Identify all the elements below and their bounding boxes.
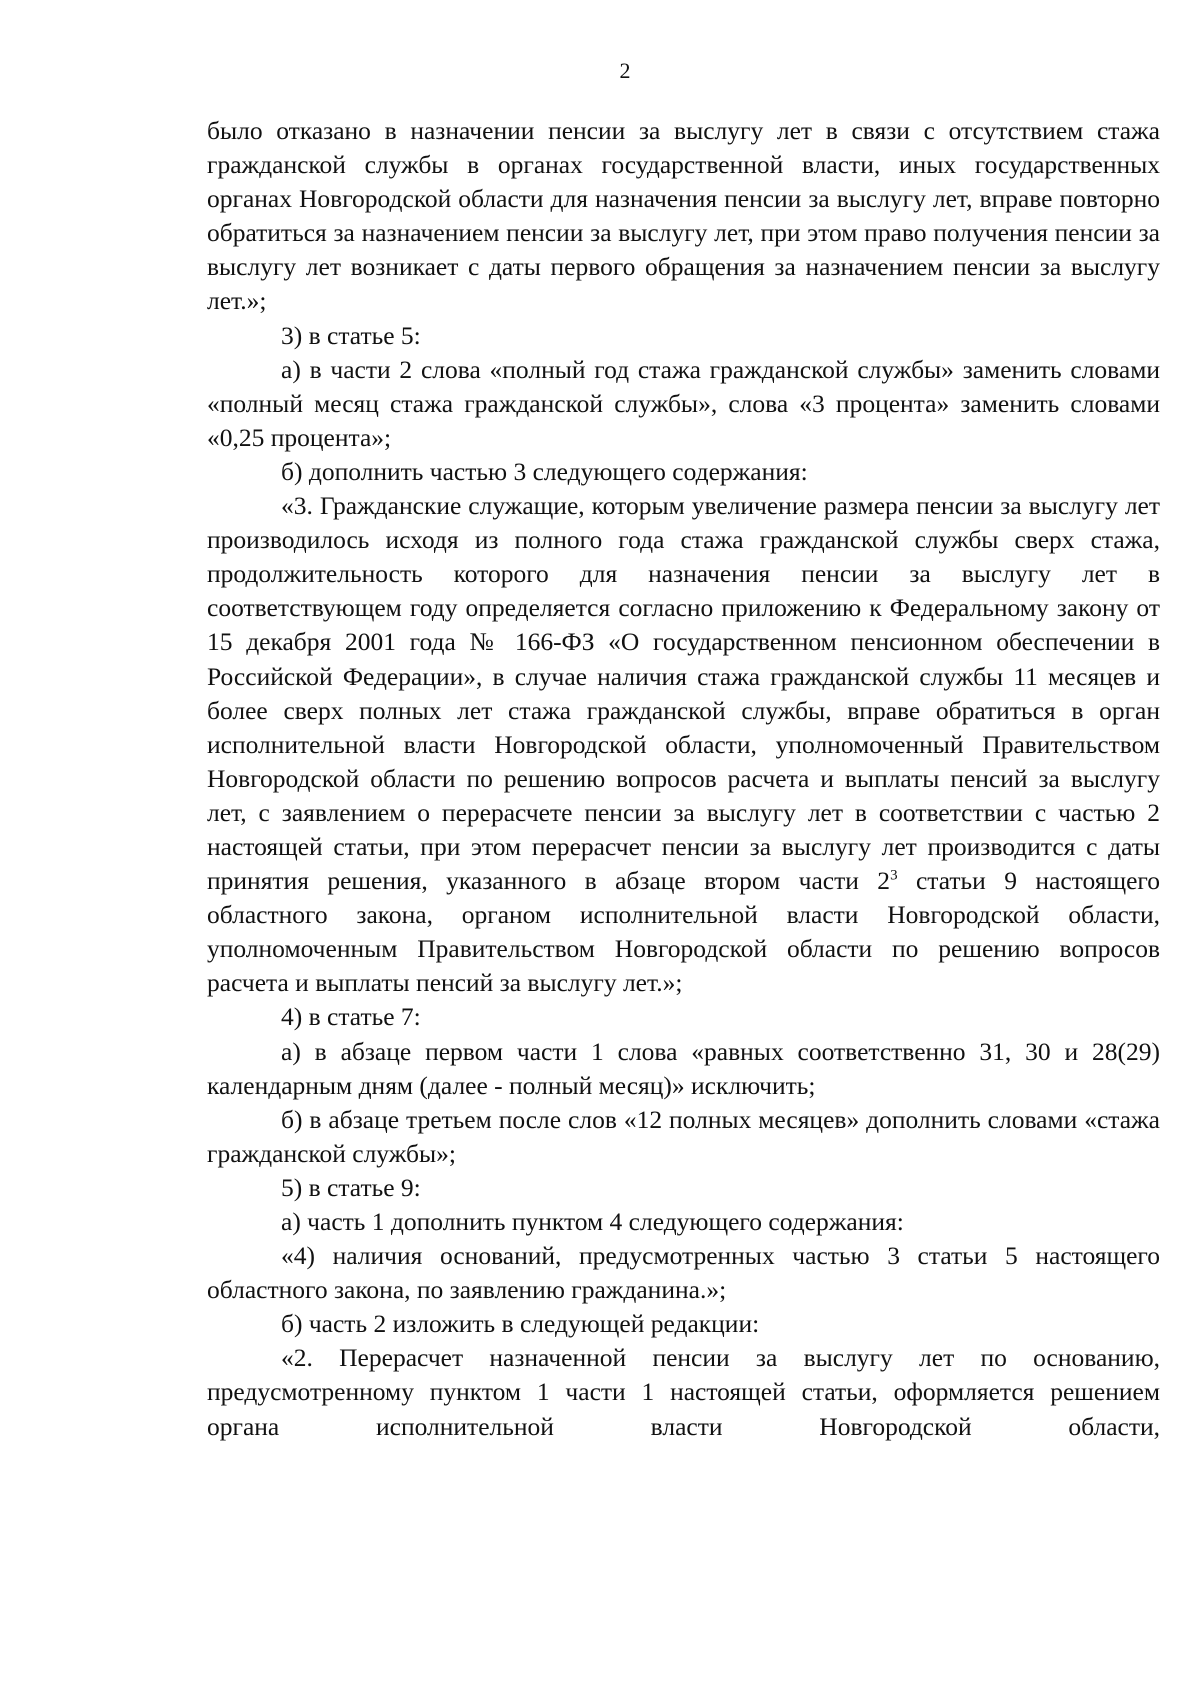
document-body — [207, 114, 1160, 1444]
paragraph-continuation: было отказано в назначении пенсии за выслугу лет в связи с отсутствием стажа гражданской службы в органах государственной власти, иных государственных органах Новгородской области для назначения пенсии за выслугу лет, вправе повторно обратиться за назначением пенсии за выслугу лет, при этом право получения пенсии за выслугу лет возникает с даты первого обращения за назначением пенсии за выслугу лет.»; — [207, 116, 1160, 316]
item-3-heading: 3) в статье 5: — [281, 320, 421, 350]
page-number: 2 — [619, 58, 631, 83]
item-5a: а) часть 1 дополнить пунктом 4 следующего содержания: — [281, 1207, 904, 1236]
item-5a-quote: «4) наличия оснований, предусмотренных частью 3 статьи 5 настоящего областного закона, по заявлению гражданина.»; — [207, 1241, 1160, 1305]
item-4b: б) в абзаце третьем после слов «12 полных месяцев» дополнить словами «стажа гражданской службы»; — [207, 1104, 1160, 1168]
item-4a: а) в абзаце первом части 1 слова «равных соответственно 31, 30 и 28(29) календарным дням (далее - полный месяц)» исключить; — [207, 1036, 1160, 1100]
item-4-heading: 4) в статье 7: — [281, 1002, 421, 1032]
item-5b: б) часть 2 изложить в следующей редакции: — [281, 1309, 760, 1339]
part-3-text-main: «3. Гражданские служащие, которым увеличение размера пенсии за выслугу лет производилось исходя из полного года стажа гражданской службы сверх стажа, продолжительность которого для назначения пенсии за выслугу лет в соответствующем году определяется согласно приложению к Федеральному закону от 15 декабря 2001 года № 166-ФЗ «О государственном пенсионном обеспечении в Российской Федерации», в случае наличия стажа гражданской службы 11 месяцев и более сверх полных лет стажа гражданской службы, вправе обратиться в орган исполнительной власти Новгородской области, уполномоченный Правительством Новгородской области по решению вопросов расчета и выплаты пенсий за выслугу лет, с заявлением о перерасчете пенсии за выслугу лет в соответствии с частью 2 настоящей статьи, при этом перерасчет пенсии за выслугу лет производится с даты принятия решения, указанного в абзаце втором части 2 — [207, 491, 1160, 896]
part-2-new-text: «2. Перерасчет назначенной пенсии за выслугу лет по основанию, предусмотренному пунктом 1 части 1 настоящей статьи, оформляется решением органа исполнительной власти Новгородской области, — [207, 1343, 1160, 1441]
item-3b: б) дополнить частью 3 следующего содержания: — [281, 456, 808, 486]
item-5-heading: 5) в статье 9: — [281, 1172, 421, 1202]
item-3a: а) в части 2 слова «полный год стажа гражданской службы» заменить словами «полный месяц стажа гражданской службы», слова «3 процента» заменить словами «0,25 процента»; — [207, 354, 1160, 452]
part-3-text — [207, 489, 1160, 1000]
superscript-3: 3 — [890, 867, 898, 884]
part-3-text-end: статьи 9 настоящего областного закона, органом исполнительной власти Новгородской области, уполномоченным Правительством Новгородской области по решению вопросов расчета и выплаты пенсий за выслугу лет.»; — [207, 866, 1160, 998]
